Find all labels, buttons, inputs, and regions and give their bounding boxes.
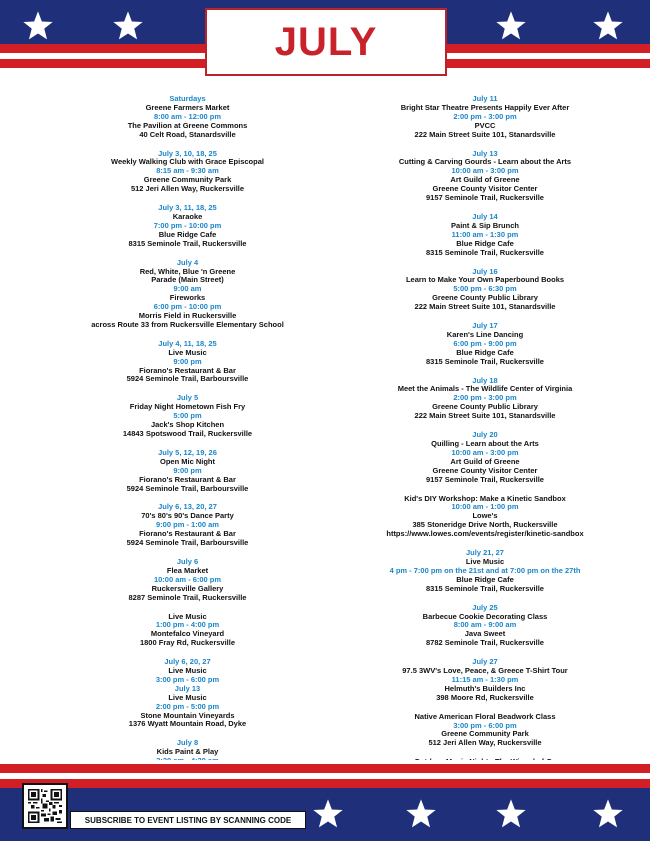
event-time: 9:00 pm bbox=[173, 465, 202, 475]
event-detail: Blue Ridge Cafe bbox=[158, 229, 217, 239]
event-time: 10:00 am - 3:00 pm bbox=[451, 447, 519, 457]
event-detail: Ruckersville Gallery bbox=[151, 583, 224, 593]
event-detail: Live Music bbox=[465, 556, 505, 566]
event-detail: Greene County Visitor Center bbox=[432, 465, 538, 475]
event-detail: 5924 Seminole Trail, Barboursville bbox=[126, 374, 249, 384]
event-time: 6:00 pm - 10:00 pm bbox=[153, 302, 222, 312]
event-detail: Helmuth's Builders Inc bbox=[444, 683, 526, 693]
event-time: 11:00 am - 1:30 pm bbox=[451, 229, 519, 239]
event-date: July 16 bbox=[472, 266, 498, 276]
event-detail: 5924 Seminole Trail, Barboursville bbox=[126, 483, 249, 493]
event-detail: 512 Jeri Allen Way, Ruckersville bbox=[428, 738, 542, 748]
event-detail: Montefalco Vineyard bbox=[150, 629, 225, 639]
subscribe-label: SUBSCRIBE TO EVENT LISTING BY SCANNING CODE bbox=[84, 815, 292, 825]
event-entry bbox=[75, 394, 300, 439]
event-entry bbox=[370, 377, 600, 422]
event-detail: https://www.lowes.com/events/register/kinetic-sandbox bbox=[386, 529, 584, 539]
event-date: July 13 bbox=[472, 148, 498, 158]
qr-code-icon[interactable] bbox=[22, 783, 68, 829]
event-detail: Morris Field in Ruckersville bbox=[138, 311, 237, 321]
event-time: 9:00 am bbox=[173, 284, 202, 294]
event-detail: PVCC bbox=[474, 120, 496, 130]
event-date: July 6, 20, 27 bbox=[164, 657, 211, 667]
event-detail: Lowe's bbox=[472, 511, 498, 521]
event-time: 7:00 pm - 10:00 pm bbox=[153, 220, 222, 230]
event-date: July 13 bbox=[174, 683, 201, 693]
event-detail: Live Music bbox=[168, 611, 207, 621]
event-detail: Red, White, Blue 'n Greene bbox=[139, 266, 236, 276]
event-time: 8:00 am - 12:00 pm bbox=[153, 111, 222, 121]
event-entry bbox=[75, 558, 300, 603]
event-date: July 17 bbox=[472, 321, 498, 331]
event-time: 9:00 pm - 1:00 am bbox=[156, 520, 219, 530]
event-time: 11:15 am - 1:30 pm bbox=[451, 674, 519, 684]
event-detail: 512 Jeri Allen Way, Ruckersville bbox=[130, 184, 245, 194]
event-detail: Quilling - Learn about the Arts bbox=[431, 439, 539, 448]
event-detail: 14843 Spotswood Trail, Ruckersville bbox=[122, 429, 253, 438]
event-date: July 5 bbox=[176, 393, 199, 403]
event-time: 2:00 pm - 3:00 pm bbox=[453, 111, 517, 121]
event-time: 5:00 pm bbox=[173, 411, 202, 421]
event-entry bbox=[75, 340, 300, 385]
event-detail: Bright Star Theatre Presents Happily Ever After bbox=[400, 102, 570, 112]
star-icon bbox=[495, 798, 527, 830]
event-detail: Fiorano's Restaurant & Bar bbox=[139, 365, 236, 375]
event-entry bbox=[75, 204, 300, 249]
event-date: July 4 bbox=[176, 257, 199, 267]
event-entry bbox=[370, 604, 600, 649]
event-detail: Art Guild of Greene bbox=[450, 456, 520, 466]
event-entry bbox=[75, 95, 300, 140]
event-detail: Greene Farmers Market bbox=[145, 102, 230, 112]
event-detail: Fiorano's Restaurant & Bar bbox=[139, 474, 236, 484]
event-detail: Cutting & Carving Gourds - Learn about the Arts bbox=[398, 157, 572, 167]
event-date: July 5, 12, 19, 26 bbox=[158, 447, 217, 457]
event-time: 5:00 pm - 6:30 pm bbox=[453, 284, 517, 294]
event-date: July 14 bbox=[472, 211, 498, 221]
subscribe-box bbox=[70, 811, 306, 829]
event-time: 1:00 pm - 4:00 pm bbox=[155, 620, 220, 630]
event-detail: Weekly Walking Club with Grace Episcopal bbox=[111, 157, 264, 167]
event-detail: Paint & Sip Brunch bbox=[451, 220, 519, 230]
event-detail: Native American Floral Beadwork Class bbox=[414, 711, 556, 721]
event-detail: Greene Community Park bbox=[143, 175, 232, 185]
event-entry bbox=[370, 713, 600, 749]
event-date: July 8 bbox=[176, 738, 199, 748]
event-time: 10:00 am - 3:00 pm bbox=[451, 166, 519, 176]
event-detail: across Route 33 from Ruckersville Elementary School bbox=[91, 319, 284, 329]
page-title: JULY bbox=[274, 19, 378, 64]
event-date: July 21, 27 bbox=[466, 548, 504, 558]
event-date: July 11 bbox=[472, 94, 498, 103]
event-time: 9:00 pm bbox=[173, 356, 202, 366]
event-entry bbox=[370, 495, 600, 540]
event-entry bbox=[370, 658, 600, 703]
event-entry bbox=[75, 449, 300, 494]
event-entry bbox=[75, 150, 300, 195]
event-detail: 385 Stoneridge Drive North, Ruckersville bbox=[412, 520, 558, 530]
event-time: 2:00 pm - 5:00 pm bbox=[155, 701, 220, 711]
star-icon bbox=[592, 798, 624, 830]
event-date: July 20 bbox=[472, 430, 498, 440]
event-detail: Karaoke bbox=[172, 211, 203, 221]
event-detail: Greene County Public Library bbox=[432, 402, 538, 412]
event-detail: Blue Ridge Cafe bbox=[456, 347, 514, 357]
event-detail: Flea Market bbox=[166, 565, 209, 575]
event-date: July 4, 11, 18, 25 bbox=[158, 338, 217, 348]
event-detail: 222 Main Street Suite 101, Stanardsville bbox=[414, 411, 556, 421]
event-detail: 8315 Seminole Trail, Ruckersville bbox=[426, 583, 544, 593]
event-time: 6:00 pm - 9:00 pm bbox=[453, 338, 517, 348]
event-entry bbox=[75, 613, 300, 649]
event-time: 10:00 am - 6:00 pm bbox=[153, 574, 222, 584]
event-detail: 9157 Seminole Trail, Ruckersville bbox=[426, 193, 544, 203]
event-detail: Art Guild of Greene bbox=[450, 175, 520, 185]
event-detail: Learn to Make Your Own Paperbound Books bbox=[405, 275, 565, 285]
event-detail: Fiorano's Restaurant & Bar bbox=[139, 529, 236, 539]
event-date: July 6, 13, 20, 27 bbox=[158, 502, 217, 512]
event-detail: Live Music bbox=[168, 692, 207, 702]
event-time: 2:00 pm - 3:00 pm bbox=[453, 393, 517, 403]
event-entry bbox=[370, 549, 600, 594]
event-entry bbox=[370, 95, 600, 140]
title-box bbox=[205, 8, 447, 76]
star-icon bbox=[592, 10, 624, 42]
event-entry bbox=[370, 431, 600, 484]
event-date: July 6 bbox=[176, 556, 199, 566]
event-detail: Greene County Visitor Center bbox=[432, 184, 538, 194]
event-detail: Friday Night Hometown Fish Fry bbox=[129, 402, 246, 412]
event-detail: Barbecue Cookie Decorating Class bbox=[422, 611, 548, 621]
star-icon bbox=[22, 10, 54, 42]
event-detail: 97.5 3WV's Love, Peace, & Greece T-Shirt Tour bbox=[402, 666, 568, 676]
event-detail: 222 Main Street Suite 101, Stanardsville bbox=[414, 302, 556, 312]
event-detail: 9157 Seminole Trail, Ruckersville bbox=[426, 474, 544, 484]
event-time: 8:00 am - 9:00 am bbox=[453, 620, 517, 630]
event-detail: Greene Community Park bbox=[441, 729, 529, 739]
event-detail: Parade (Main Street) bbox=[151, 275, 224, 285]
event-date: July 25 bbox=[472, 602, 498, 612]
event-detail: 70's 80's 90's Dance Party bbox=[141, 511, 234, 521]
event-detail: Live Music bbox=[168, 347, 207, 357]
event-entry bbox=[370, 268, 600, 313]
star-icon bbox=[405, 798, 437, 830]
event-date: July 27 bbox=[472, 657, 498, 667]
event-detail: 1376 Wyatt Mountain Road, Dyke bbox=[128, 719, 247, 729]
event-time: 3:00 pm - 6:00 pm bbox=[453, 720, 517, 730]
event-date: July 18 bbox=[472, 375, 498, 385]
event-entry bbox=[370, 150, 600, 203]
event-detail: 40 Celt Road, Stanardsville bbox=[139, 129, 236, 139]
event-date: July 3, 10, 18, 25 bbox=[158, 148, 217, 158]
event-detail: 8287 Seminole Trail, Ruckersville bbox=[128, 592, 247, 602]
banner-red-stripe bbox=[0, 779, 650, 788]
event-detail: Open Mic Night bbox=[160, 456, 215, 466]
event-entry bbox=[370, 322, 600, 367]
event-detail: Blue Ridge Cafe bbox=[456, 238, 514, 248]
event-detail: 222 Main Street Suite 101, Stanardsville bbox=[414, 129, 556, 139]
event-detail: Greene County Public Library bbox=[432, 293, 538, 303]
event-detail: Live Music bbox=[168, 666, 207, 676]
event-time: 10:00 am - 1:00 pm bbox=[451, 502, 519, 512]
event-detail: Java Sweet bbox=[464, 629, 506, 639]
event-detail: 8782 Seminole Trail, Ruckersville bbox=[426, 638, 544, 648]
event-detail: Kids Paint & Play bbox=[156, 747, 219, 757]
event-detail: Fireworks bbox=[169, 293, 206, 303]
event-entry bbox=[370, 213, 600, 258]
event-detail: 8315 Seminole Trail, Ruckersville bbox=[426, 247, 544, 257]
event-time: 3:00 pm - 6:00 pm bbox=[155, 674, 220, 684]
event-detail: 1800 Fray Rd, Ruckersville bbox=[139, 638, 236, 648]
banner-red-stripe bbox=[0, 764, 650, 773]
event-date: Saturdays bbox=[169, 94, 206, 103]
event-detail: Karen's Line Dancing bbox=[446, 329, 524, 339]
event-entry bbox=[75, 259, 300, 330]
star-icon bbox=[495, 10, 527, 42]
event-detail: 398 Moore Rd, Ruckersville bbox=[436, 692, 534, 702]
event-detail: Blue Ridge Cafe bbox=[456, 574, 514, 584]
event-detail: 8315 Seminole Trail, Ruckersville bbox=[128, 238, 247, 248]
event-detail: Jack's Shop Kitchen bbox=[150, 420, 225, 430]
event-detail: 8315 Seminole Trail, Ruckersville bbox=[426, 356, 544, 366]
event-entry bbox=[75, 503, 300, 548]
star-icon bbox=[312, 798, 344, 830]
event-detail: The Pavilion at Greene Commons bbox=[127, 120, 248, 130]
header-banner bbox=[0, 0, 650, 80]
event-entry bbox=[75, 658, 300, 729]
event-time: 4 pm - 7:00 pm on the 21st and at 7:00 pm on the 27th bbox=[389, 565, 581, 575]
event-detail: Kid's DIY Workshop: Make a Kinetic Sandbox bbox=[404, 493, 566, 503]
event-detail: Meet the Animals - The Wildlife Center of Virginia bbox=[397, 384, 573, 394]
star-icon bbox=[112, 10, 144, 42]
events-left-column bbox=[75, 95, 300, 794]
event-time: 8:15 am - 9:30 am bbox=[156, 166, 219, 176]
events-right-column bbox=[370, 95, 600, 804]
event-detail: Stone Mountain Vineyards bbox=[140, 710, 235, 720]
event-date: July 3, 11, 18, 25 bbox=[158, 203, 217, 213]
event-detail: 5924 Seminole Trail, Barboursville bbox=[126, 538, 249, 548]
